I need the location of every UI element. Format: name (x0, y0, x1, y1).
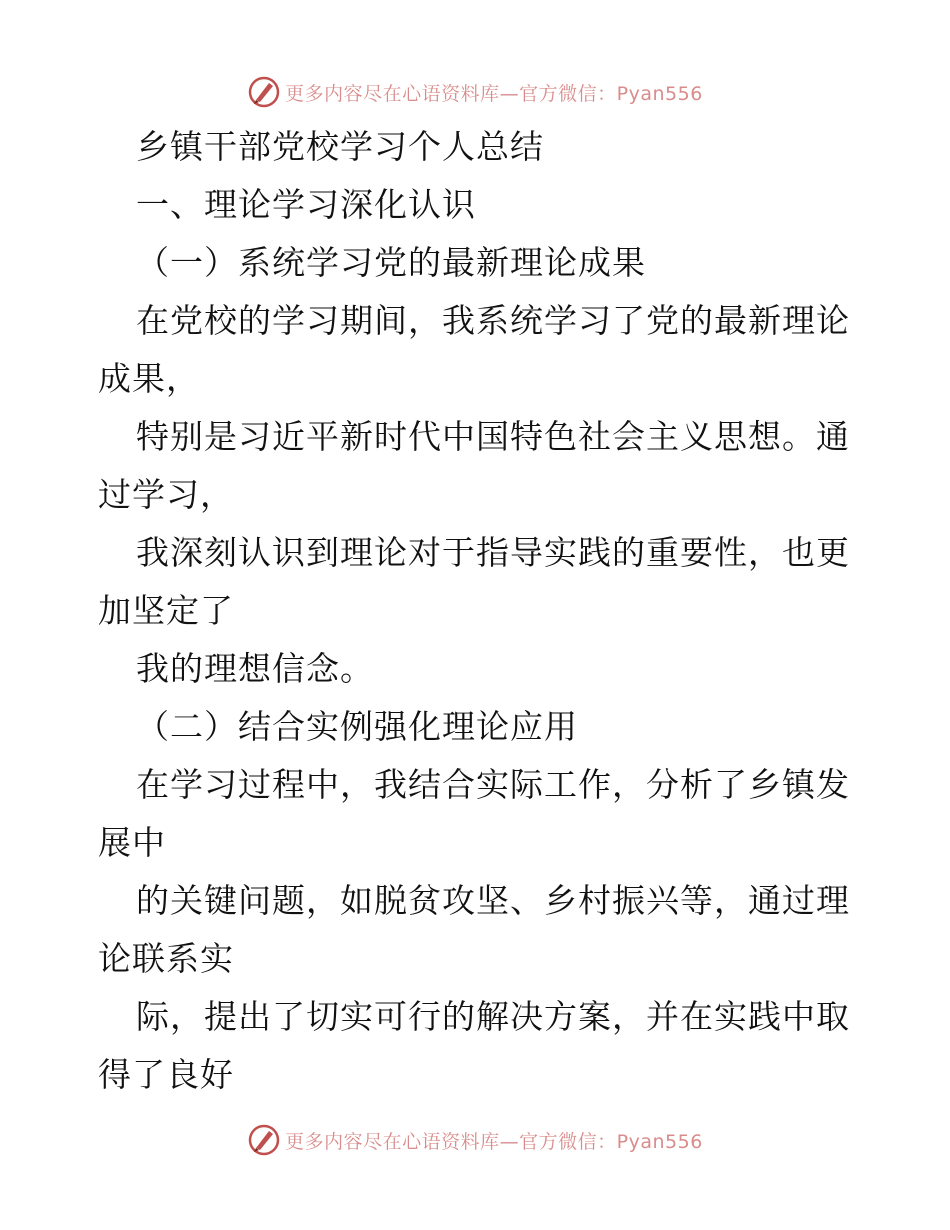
paragraph-line: 过学习， (98, 475, 234, 514)
paragraph-line: 我的理想信念。 (136, 649, 374, 688)
paragraph-line: 得了良好 (98, 1055, 234, 1094)
paragraph-line: 特别是习近平新时代中国特色社会主义思想。通 (136, 417, 850, 456)
document-title: 乡镇干部党校学习个人总结 (136, 127, 544, 166)
paragraph-line: 在学习过程中，我结合实际工作，分析了乡镇发 (136, 765, 850, 804)
watermark-text: 更多内容尽在心语资料库—官方微信：Pyan556 (285, 1130, 703, 1153)
subsection-heading: （一）系统学习党的最新理论成果 (136, 243, 646, 282)
pen-quill-logo-icon (247, 75, 281, 109)
paragraph-line: 我深刻认识到理论对于指导实践的重要性，也更 (136, 533, 850, 572)
paragraph-line: 际，提出了切实可行的解决方案，并在实践中取 (136, 997, 850, 1036)
watermark-banner-bottom (0, 1120, 950, 1160)
pen-quill-logo-icon (247, 1123, 281, 1157)
subsection-heading: （二）结合实例强化理论应用 (136, 707, 578, 746)
paragraph-line: 加坚定了 (98, 591, 234, 630)
watermark-banner-top (0, 72, 950, 112)
paragraph-line: 成果， (98, 359, 200, 398)
paragraph-line: 的关键问题，如脱贫攻坚、乡村振兴等，通过理 (136, 881, 850, 920)
section-heading: 一、理论学习深化认识 (136, 185, 476, 224)
watermark-text: 更多内容尽在心语资料库—官方微信：Pyan556 (285, 82, 703, 105)
paragraph-line: 在党校的学习期间，我系统学习了党的最新理论 (136, 301, 850, 340)
paragraph-line: 展中 (98, 823, 166, 862)
paragraph-line: 论联系实 (98, 939, 234, 978)
